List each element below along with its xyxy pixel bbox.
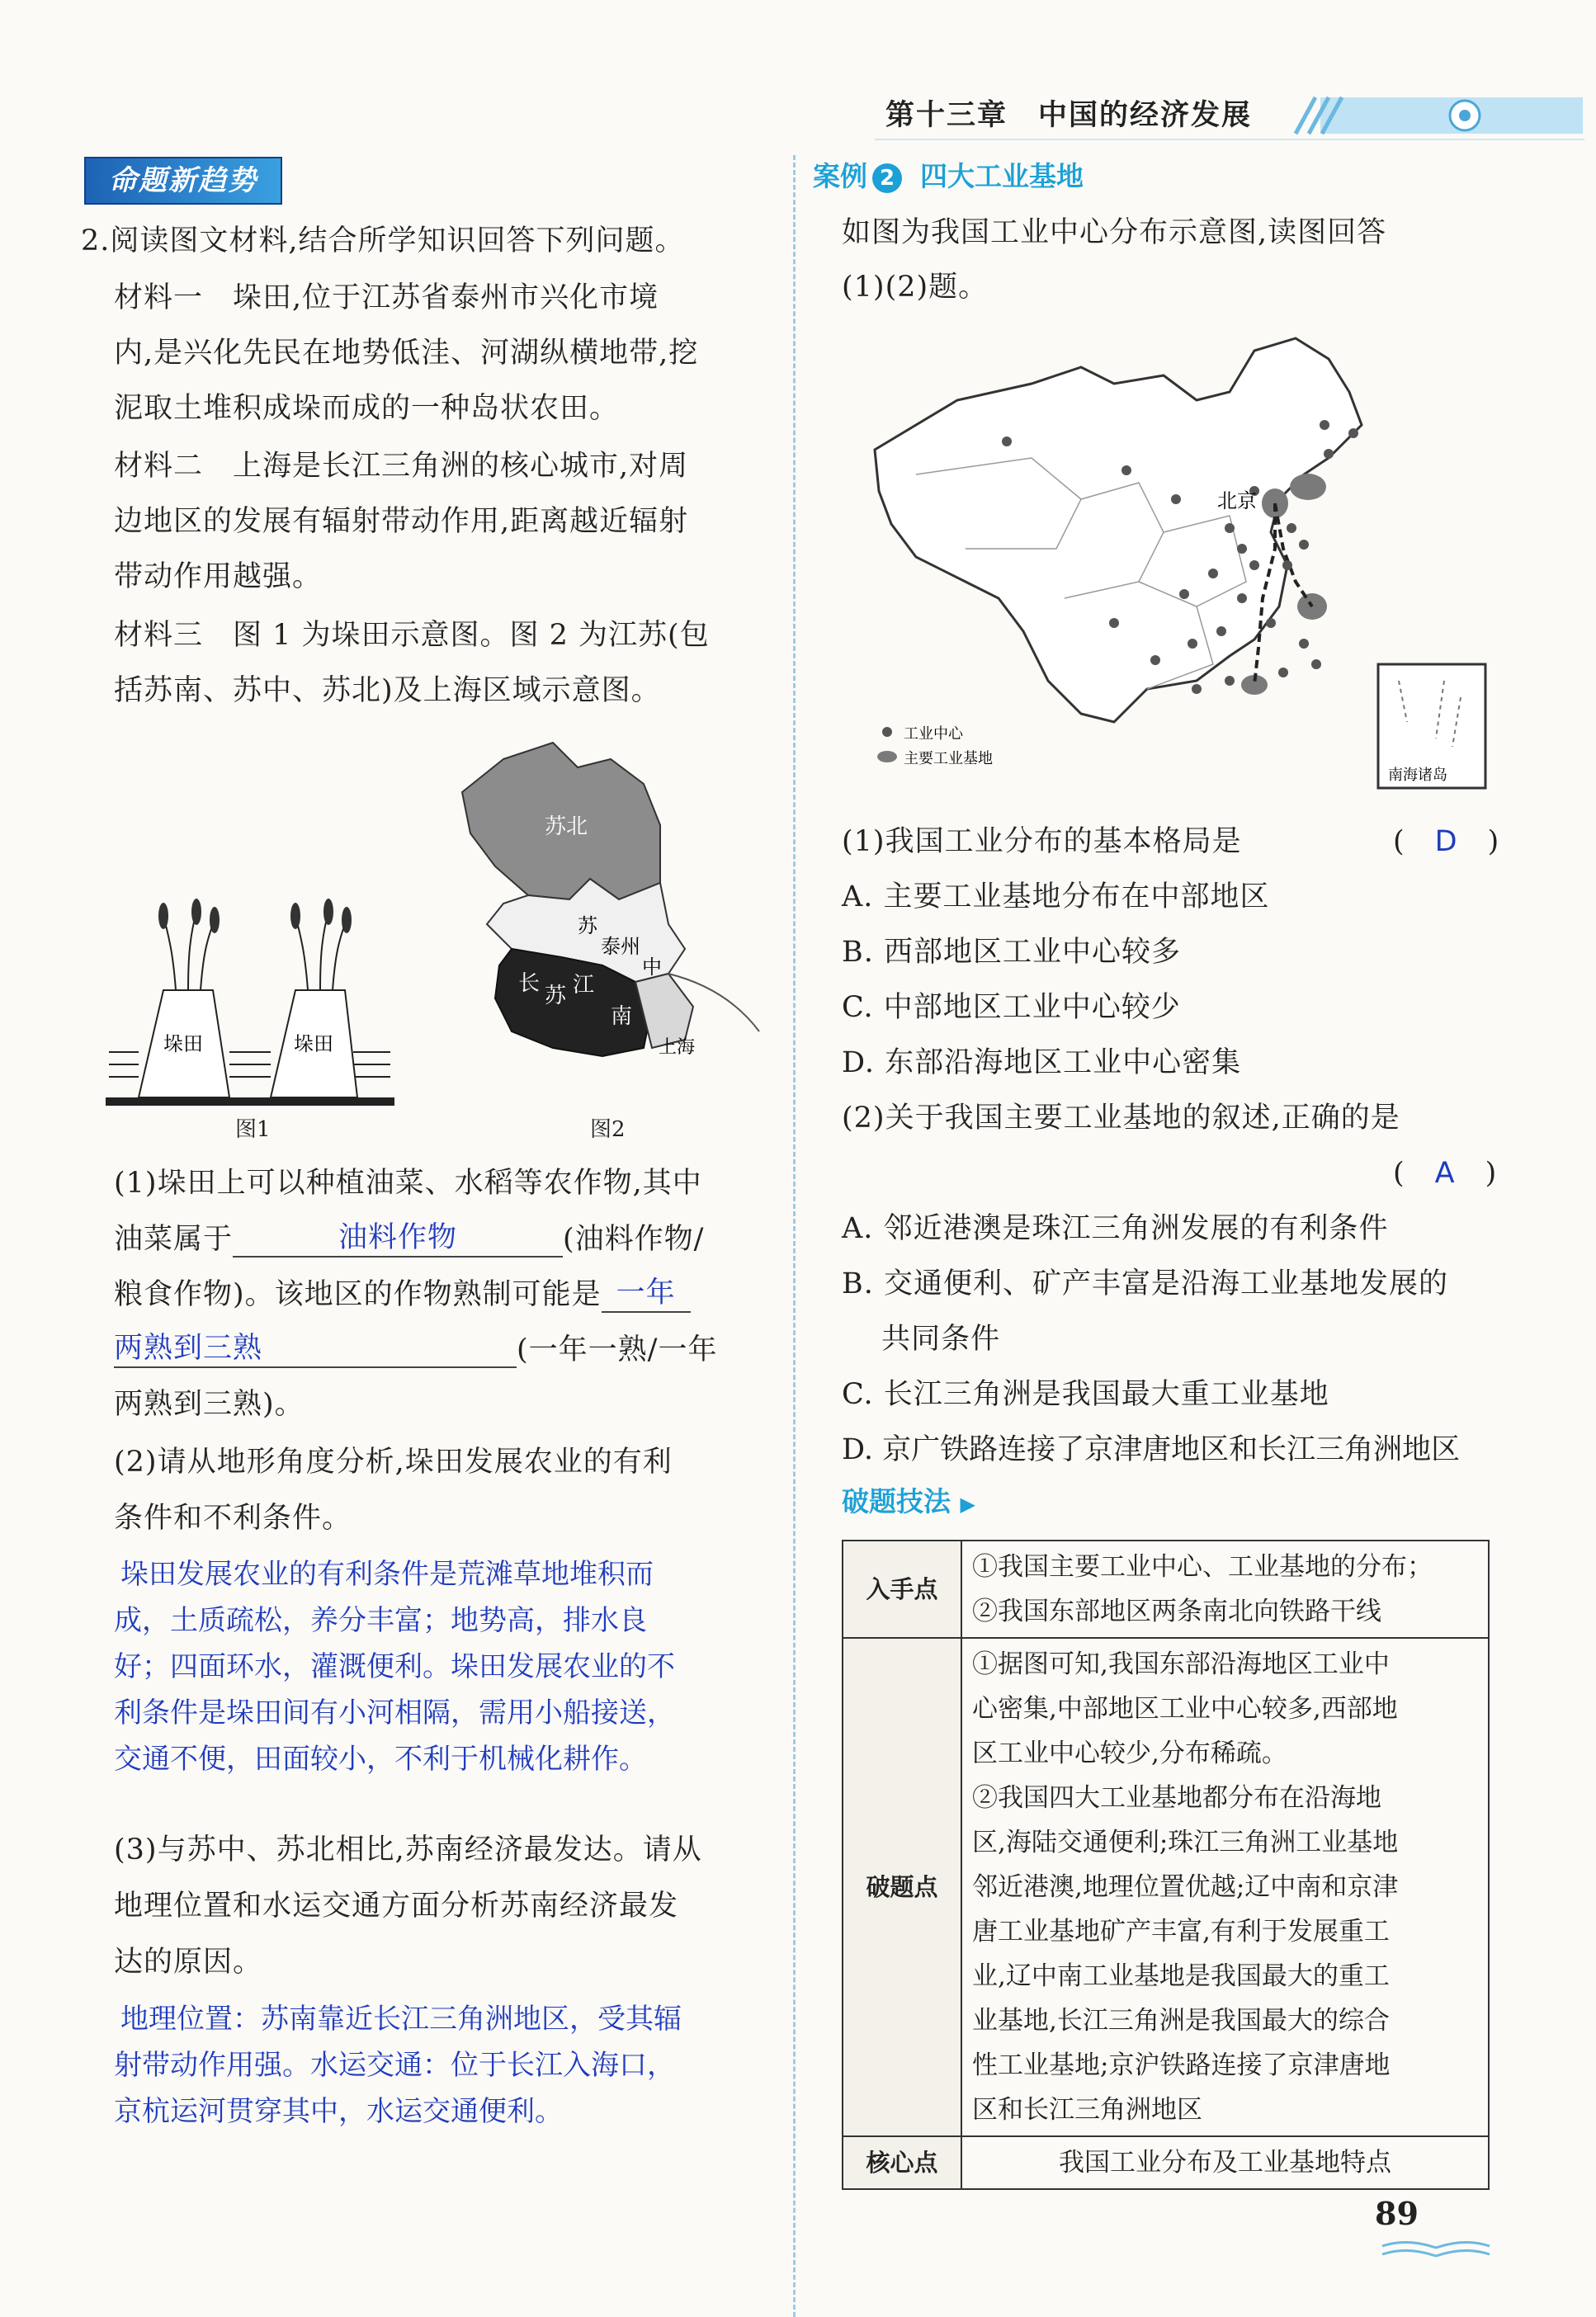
material-2-line: 边地区的发展有辐射带动作用,距离越近辐射: [114, 505, 689, 538]
right-q2-answer: A: [1434, 1157, 1456, 1190]
inset-label: 南海诸岛: [1388, 767, 1447, 784]
material-2-line: 材料二 上海是长江三角洲的核心城市,对周: [114, 450, 689, 483]
q3-answer-line: 京杭运河贯穿其中，水运交通便利。: [114, 2095, 563, 2128]
q1-text: (油料作物/: [563, 1223, 705, 1256]
right-q1-option: A. 主要工业基地分布在中部地区: [842, 880, 1270, 913]
q1-line: [114, 1330, 717, 1368]
case-heading: [813, 155, 1084, 194]
section-badge: 命题新趋势: [84, 157, 282, 205]
cell-line: 区工业中心较少,分布稀疏。: [972, 1739, 1287, 1768]
right-q2-option: C. 长江三角洲是我国最大重工业基地: [842, 1378, 1329, 1411]
china-industry-map: [866, 334, 1494, 796]
tips-heading-text: 破题技法: [842, 1485, 951, 1517]
region-label: 中: [642, 956, 662, 979]
q2-answer-line: 交通不便，田面较小，不利于机械化耕作。: [114, 1743, 647, 1776]
figure-1-label: 垛田: [294, 1032, 333, 1055]
play-icon: ▶: [960, 1493, 975, 1516]
right-q1: (1)我国工业分布的基本格局是: [842, 825, 1242, 858]
table-row: [843, 1638, 1489, 2136]
cell-line: 唐工业基地矿产丰富,有利于发展重工: [972, 1917, 1390, 1947]
page-number-decoration: [1378, 2238, 1494, 2263]
cell-line: 区,海陆交通便利;珠江三角洲工业基地: [972, 1828, 1399, 1857]
q1-answer: 一年: [616, 1276, 676, 1310]
table-row: [843, 1541, 1489, 1638]
region-label: 苏: [578, 914, 597, 937]
figure-1-duotian: [106, 891, 394, 1106]
right-q1-option: D. 东部沿海地区工业中心密集: [842, 1046, 1242, 1079]
right-q2: (2)关于我国主要工业基地的叙述,正确的是: [842, 1102, 1400, 1135]
right-q1-option: B. 西部地区工业中心较多: [842, 936, 1181, 969]
material-3-line: 材料三 图 1 为垛田示意图。图 2 为江苏(包: [114, 619, 710, 652]
header-decoration: [1287, 92, 1584, 139]
region-label: 长: [518, 971, 541, 996]
q2-answer-line: 成，土质疏松，养分丰富；地势高，排水良: [114, 1604, 647, 1637]
q1-answer: 油料作物: [338, 1221, 458, 1254]
cell-line: 业,辽中南工业基地是我国最大的重工: [972, 1961, 1390, 1991]
question-intro: 2.阅读图文材料,结合所学知识回答下列问题。: [81, 224, 685, 257]
table-header: 破题点: [843, 1638, 961, 2136]
table-cell: [961, 1541, 1489, 1638]
q1-text: (一年一熟/一年: [517, 1333, 718, 1366]
case-number: 2: [872, 163, 902, 193]
cell-line: ②我国四大工业基地都分布在沿海地: [972, 1783, 1381, 1813]
material-3-line: 括苏南、苏中、苏北)及上海区域示意图。: [114, 674, 661, 707]
q1-line: [114, 1275, 691, 1313]
cell-line: 区和长江三角洲地区: [972, 2095, 1202, 2125]
table-cell: [961, 1638, 1489, 2136]
case-title: 四大工业基地: [920, 160, 1084, 192]
q1-line: (1)垛田上可以种植油菜、水稻等农作物,其中: [114, 1167, 702, 1200]
material-1-line: 内,是兴化先民在地势低洼、河湖纵横地带,挖: [114, 337, 699, 370]
case-prefix: 案例: [813, 160, 867, 192]
city-label-taizhou: 泰州: [601, 935, 640, 958]
right-q1-bracket: ( D ): [1393, 825, 1500, 858]
city-label-beijing: 北京: [1217, 489, 1257, 512]
q2-line: 条件和不利条件。: [114, 1502, 352, 1535]
cell-line: ①我国主要工业中心、工业基地的分布；: [972, 1552, 1433, 1582]
q1-line: [114, 1220, 704, 1258]
region-label-subei: 苏北: [545, 814, 588, 839]
q2-answer-line: 垛田发展农业的有利条件是荒滩草地堆积而: [120, 1558, 654, 1591]
figure-2-jiangsu-map: [421, 734, 776, 1097]
chapter-title: 第十三章 中国的经济发展: [885, 99, 1253, 132]
q1-line: 两熟到三熟)。: [114, 1388, 305, 1421]
material-2-line: 带动作用越强。: [114, 560, 323, 593]
legend-industrial-base: 主要工业基地: [904, 750, 993, 767]
region-label: 苏: [545, 984, 567, 1008]
right-q2-option: A. 邻近港澳是珠江三角洲发展的有利条件: [842, 1212, 1389, 1245]
page-number: 89: [1375, 2195, 1419, 2232]
case-intro: (1)(2)题。: [842, 271, 989, 304]
table-header: 入手点: [843, 1541, 961, 1638]
table-cell: 我国工业分布及工业基地特点: [961, 2136, 1489, 2189]
q1-answer: 两熟到三熟: [114, 1332, 263, 1365]
q1-text: 粮食作物)。该地区的作物熟制可能是: [114, 1278, 602, 1311]
q3-answer-line: 射带动作用强。水运交通：位于长江入海口，: [114, 2049, 675, 2082]
q3-line: 达的原因。: [114, 1946, 263, 1979]
right-q2-option: 共同条件: [842, 1323, 1001, 1356]
cell-line: 邻近港澳,地理位置优越;辽中南和京津: [972, 1872, 1399, 1902]
figure-1-caption: 图1: [235, 1117, 271, 1142]
right-q2-option: B. 交通便利、矿产丰富是沿海工业基地发展的: [842, 1267, 1448, 1300]
right-q2-option: D. 京广铁路连接了京津唐地区和长江三角洲地区: [842, 1433, 1461, 1466]
q1-text: 油菜属于: [114, 1223, 234, 1256]
region-label: 南: [611, 1004, 633, 1029]
q2-line: (2)请从地形角度分析,垛田发展农业的有利: [114, 1446, 673, 1479]
cell-line: 业基地,长江三角洲是我国最大的综合: [972, 2006, 1390, 2036]
q2-answer-line: 利条件是垛田间有小河相隔，需用小船接送，: [114, 1696, 675, 1729]
table-header: 核心点: [843, 2136, 961, 2189]
city-label-shanghai: 上海: [659, 1037, 696, 1058]
case-intro: 如图为我国工业中心分布示意图,读图回答: [842, 216, 1387, 249]
column-divider: [793, 155, 796, 2317]
figure-2-caption: 图2: [590, 1117, 626, 1142]
material-1-line: 材料一 垛田,位于江苏省泰州市兴化市境: [114, 281, 659, 314]
tips-heading: [842, 1480, 975, 1519]
q3-answer-line: 地理位置：苏南靠近长江三角洲地区，受其辐: [120, 2003, 682, 2036]
cell-line: 性工业基地;京沪铁路连接了京津唐地: [972, 2050, 1391, 2080]
header-rule: [875, 139, 1584, 140]
material-1-line: 泥取土堆积成垛而成的一种岛状农田。: [114, 392, 620, 425]
cell-line: 心密集,中部地区工业中心较多,西部地: [972, 1694, 1398, 1724]
right-q1-option: C. 中部地区工业中心较少: [842, 991, 1181, 1024]
cell-line: ②我国东部地区两条南北向铁路干线: [972, 1597, 1381, 1626]
q3-line: (3)与苏中、苏北相比,苏南经济最发达。请从: [114, 1833, 702, 1866]
q3-line: 地理位置和水运交通方面分析苏南经济最发: [114, 1890, 679, 1923]
figure-1-label: 垛田: [163, 1032, 203, 1055]
q2-answer-line: 好；四面环水，灌溉便利。垛田发展农业的不: [114, 1650, 675, 1683]
table-row: [843, 2136, 1489, 2189]
tips-table: [842, 1540, 1490, 2190]
region-label: 江: [573, 973, 595, 998]
right-q2-bracket: ( A ): [1393, 1157, 1498, 1190]
right-q1-answer: D: [1434, 825, 1458, 858]
legend-industrial-center: 工业中心: [904, 725, 963, 743]
cell-line: ①据图可知,我国东部沿海地区工业中: [972, 1649, 1390, 1679]
